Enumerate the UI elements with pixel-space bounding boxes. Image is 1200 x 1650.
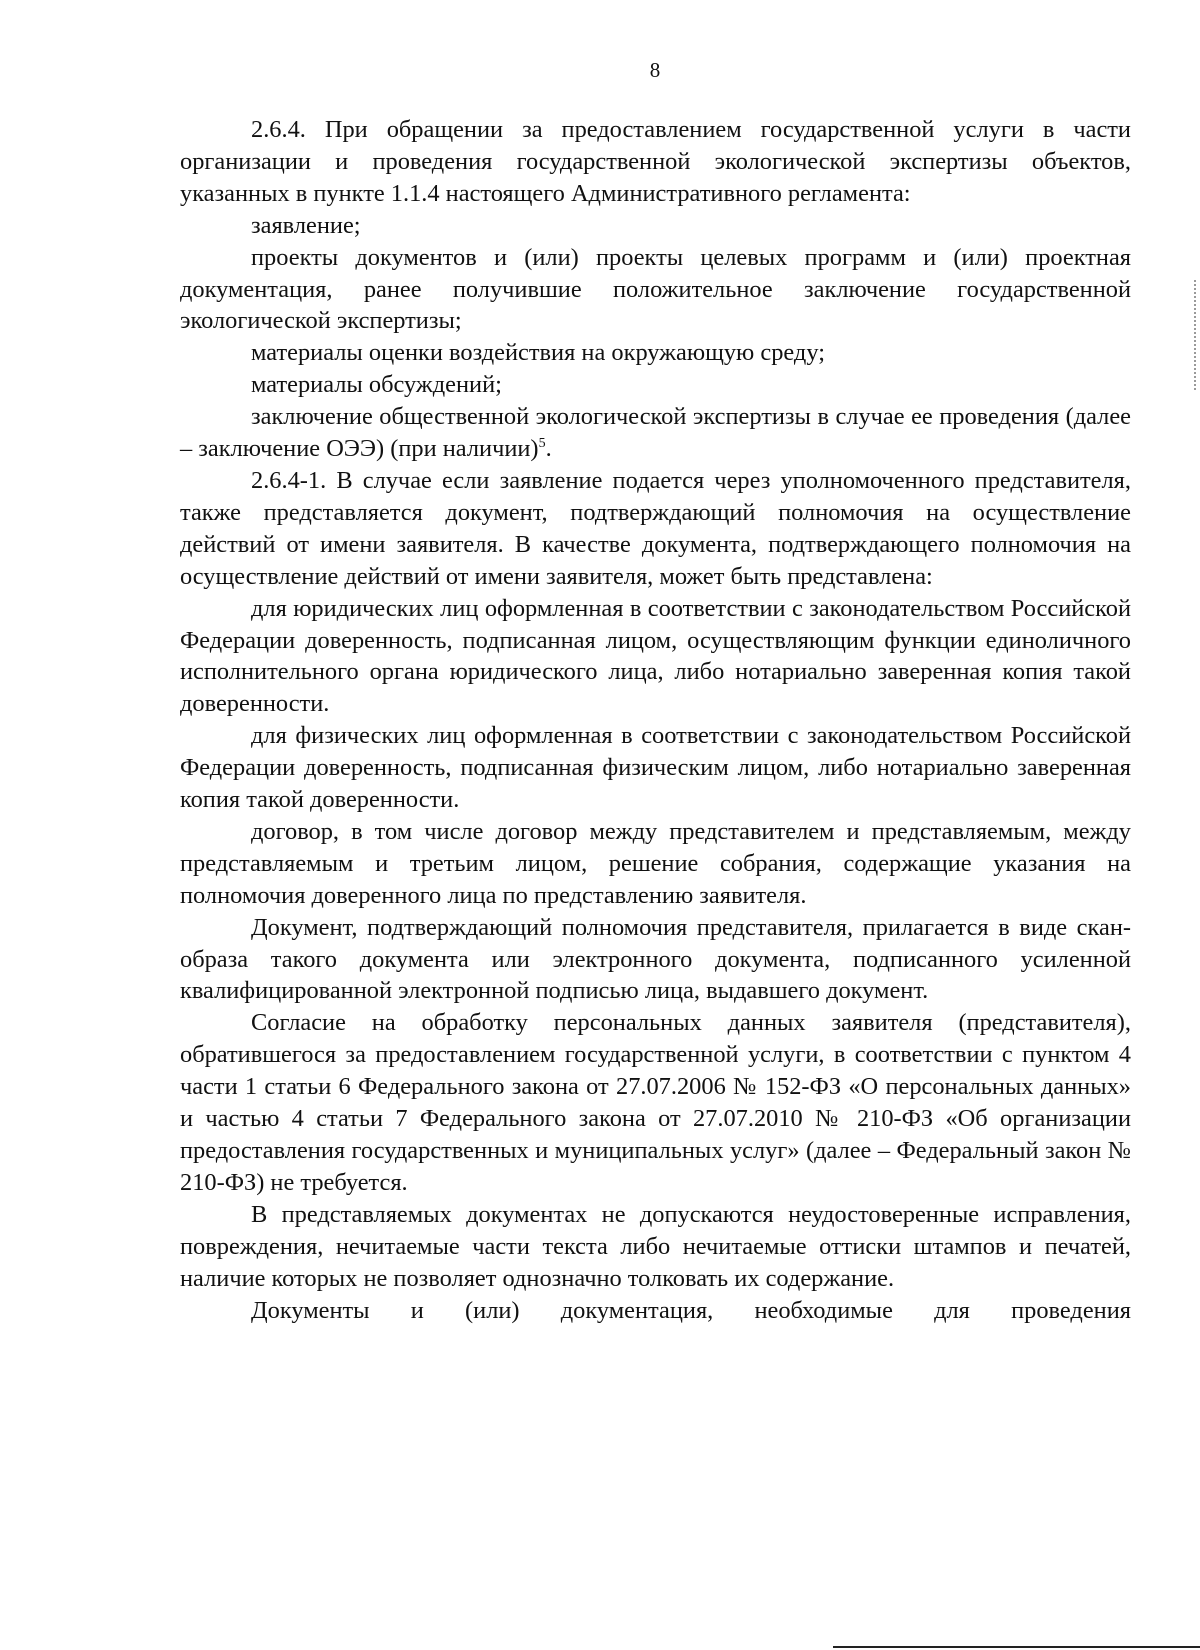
paragraph-discussion-materials: материалы обсуждений; bbox=[251, 371, 502, 399]
scan-margin-marks bbox=[1194, 280, 1199, 390]
paragraph-legal-entities: для юридических лиц оформленная в соответствии с законодательством Российской Федерации доверенность, подписанная лицом, осуществляющим функции единоличного исполнительного органа юридического лица, либо нотариально заверенная копия такой доверенности. bbox=[180, 594, 1131, 718]
paragraph-public-expertise-tail: . bbox=[545, 435, 552, 463]
page-number: 8 bbox=[649, 58, 661, 82]
document-body bbox=[180, 114, 1131, 1326]
paragraph-individuals: для физических лиц оформленная в соответствии с законодательством Российской Федерации доверенность, подписанная физическим лицом, либо нотариально заверенная копия такой доверенности. bbox=[180, 722, 1131, 814]
paragraph-personal-data-consent: Согласие на обработку персональных данных заявителя (представителя), обратившегося за предоставлением государственной услуги, в соответствии с пунктом 4 части 1 статьи 6 Федерального закона от 27.07.2006 № 152-ФЗ «О персональных данных» и частью 4 статьи 7 Федерального закона от 27.07.2010 № 210-ФЗ «Об организации предоставления государственных и муниципальных услуг» (далее – Федеральный закон № 210-ФЗ) не требуется. bbox=[180, 1009, 1131, 1196]
paragraph-public-expertise-text: заключение общественной экологической экспертизы в случае ее проведения (далее – заключение ОЭЭ) (при наличии) bbox=[180, 403, 1131, 463]
paragraph-corrections: В представляемых документах не допускаются неудостоверенные исправления, повреждения, нечитаемые части текста либо нечитаемые оттиски штампов и печатей, наличие которых не позволяет однозначно толковать их содержание. bbox=[180, 1200, 1131, 1292]
paragraph-projects: проекты документов и (или) проекты целевых программ и (или) проектная документация, ранее получившие положительное заключение государственной экологической экспертизы; bbox=[180, 243, 1131, 335]
paragraph-2-6-4: 2.6.4. При обращении за предоставлением государственной услуги в части организации и проведения государственной экологической экспертизы объектов, указанных в пункте 1.1.4 настоящего Административного регламента: bbox=[180, 116, 1131, 207]
footnote-reference[interactable]: 5 bbox=[538, 436, 546, 452]
paragraph-2-6-4-1: 2.6.4-1. В случае если заявление подается через уполномоченного представителя, также представляется документ, подтверждающий полномочия на осуществление действий от имени заявителя. В качестве документа, подтверждающего полномочия на осуществление действий от имени заявителя, может быть представлена: bbox=[180, 466, 1131, 590]
paragraph-documents-required: Документы и (или) документация, необходимые для проведения bbox=[251, 1296, 1131, 1324]
paragraph-authority-document: Документ, подтверждающий полномочия представителя, прилагается в виде скан-образа такого документа или электронного документа, подписанного усиленной квалифицированной электронной подписью лица, выдавшего документ. bbox=[180, 913, 1131, 1005]
paragraph-impact-assessment: материалы оценки воздействия на окружающую среду; bbox=[251, 339, 825, 367]
paragraph-public-expertise bbox=[180, 401, 1131, 465]
paragraph-application: заявление; bbox=[251, 211, 361, 239]
paragraph-contract: договор, в том числе договор между представителем и представляемым, между представляемым и третьим лицом, решение собрания, содержащие указания на полномочия доверенного лица по представлению заявителя. bbox=[180, 817, 1131, 909]
scan-bottom-edge bbox=[833, 1646, 1200, 1648]
